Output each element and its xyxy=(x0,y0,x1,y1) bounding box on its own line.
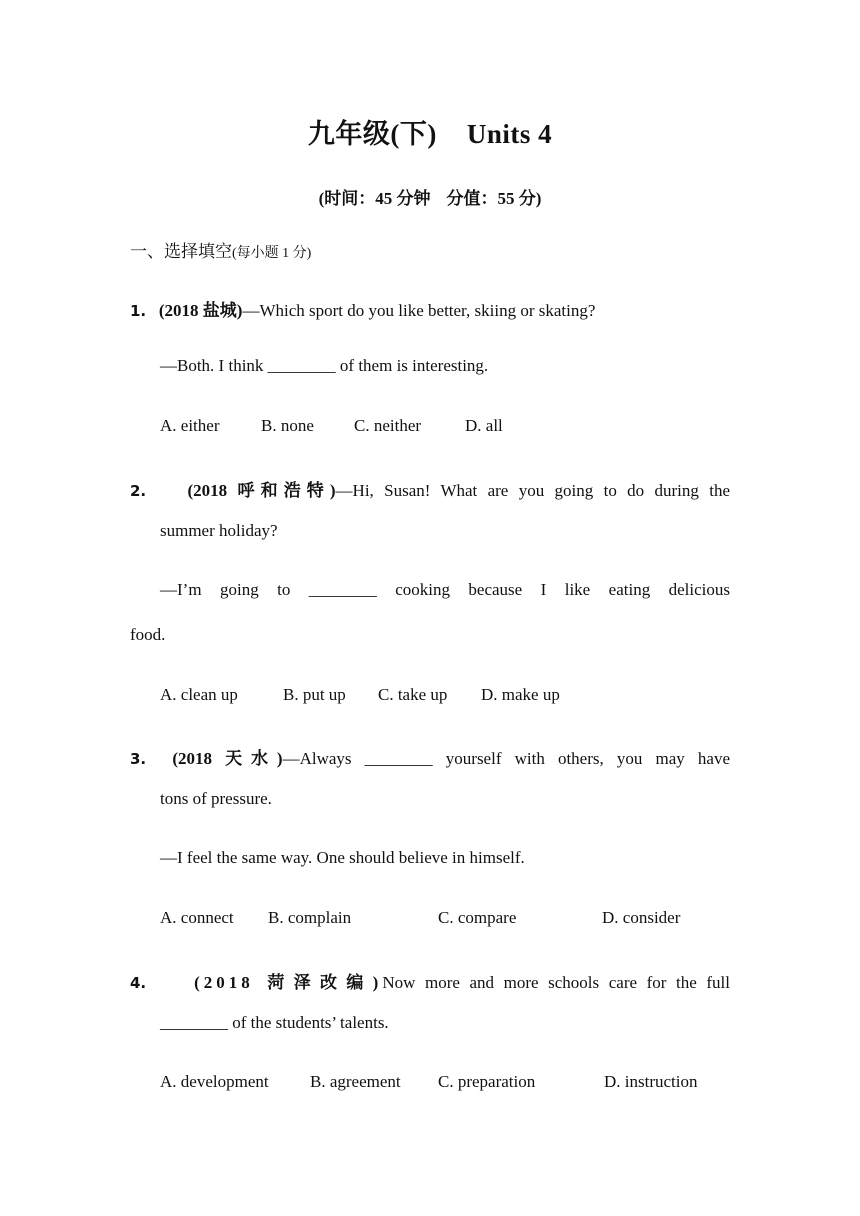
section-heading xyxy=(130,237,311,262)
question-4-stem-cont: ________ of the students’ talents. xyxy=(160,1013,389,1032)
question-number: 2. xyxy=(130,482,147,500)
subtitle-time: (时间：45 分钟 xyxy=(318,189,431,208)
page-subtitle xyxy=(0,184,860,209)
question-2-stem xyxy=(130,476,730,501)
question-number: 4. xyxy=(130,974,147,992)
section-title: 一、选择填空 xyxy=(130,242,232,262)
question-1-options xyxy=(0,416,860,440)
section-note: (每小题 1 分) xyxy=(232,246,312,261)
question-4-options xyxy=(0,1072,860,1096)
question-source: (2018 盐城) xyxy=(158,301,243,320)
question-number: 1. xyxy=(130,302,147,320)
question-2-reply-cont: food. xyxy=(130,625,166,644)
question-number: 3. xyxy=(130,750,147,768)
subtitle-score: 分值：55 分) xyxy=(446,189,542,208)
option-c: C. take up xyxy=(378,685,448,704)
option-a: A. connect xyxy=(160,908,234,927)
question-text: —Always ________ yourself with others, you may have xyxy=(282,749,730,768)
option-d: D. make up xyxy=(481,685,560,704)
question-source: (2018 菏泽改编) xyxy=(194,973,383,992)
question-3-stem-cont: tons of pressure. xyxy=(160,789,272,808)
question-2-stem-cont: summer holiday? xyxy=(160,521,278,540)
option-b: B. agreement xyxy=(310,1072,401,1091)
option-c: C. neither xyxy=(354,416,422,435)
question-text: —Hi, Susan! What are you going to do during the xyxy=(335,481,731,500)
option-c: C. preparation xyxy=(438,1072,536,1091)
option-b: B. put up xyxy=(283,685,346,704)
question-source: (2018 天水) xyxy=(172,749,283,768)
option-c: C. compare xyxy=(438,908,517,927)
question-2-options xyxy=(0,685,860,709)
question-3-options xyxy=(0,908,860,932)
option-a: A. either xyxy=(160,416,220,435)
option-d: D. consider xyxy=(602,908,681,927)
title-unit: Units 4 xyxy=(466,119,553,149)
page-title xyxy=(0,112,860,151)
title-grade: 九年级(下) xyxy=(307,119,437,149)
question-1-stem xyxy=(130,296,595,321)
question-text: —Which sport do you like better, skiing or skating? xyxy=(242,301,596,320)
option-b: B. none xyxy=(261,416,314,435)
option-a: A. development xyxy=(160,1072,269,1091)
question-3-reply: —I feel the same way. One should believe in himself. xyxy=(160,848,525,867)
option-a: A. clean up xyxy=(160,685,238,704)
question-4-stem xyxy=(130,968,730,993)
question-text: Now more and more schools care for the full xyxy=(382,973,730,992)
option-b: B. complain xyxy=(268,908,352,927)
question-3-stem xyxy=(130,744,730,769)
option-d: D. instruction xyxy=(604,1072,698,1091)
question-1-reply: —Both. I think ________ of them is interesting. xyxy=(160,356,489,375)
question-2-reply: —I’m going to ________ cooking because I like eating delicious xyxy=(160,580,730,599)
option-d: D. all xyxy=(465,416,503,435)
question-source: (2018 呼和浩特) xyxy=(187,481,336,500)
